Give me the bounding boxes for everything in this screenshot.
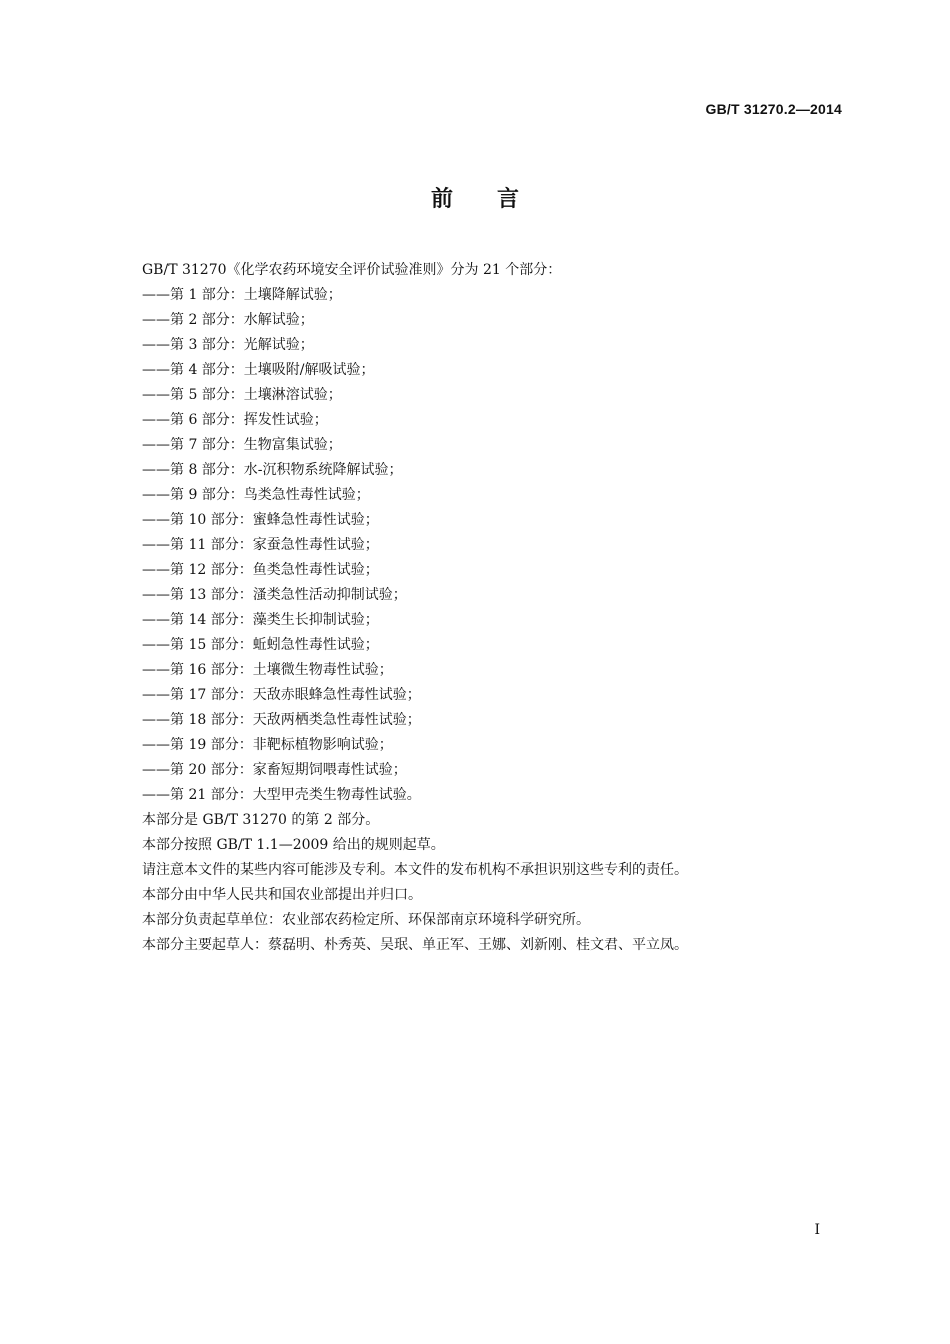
part-list-item: ——第 4 部分：土壤吸附/解吸试验； — [142, 362, 375, 378]
part-list-item: ——第 12 部分：鱼类急性毒性试验； — [142, 562, 379, 578]
part-list-item: ——第 18 部分：天敌两栖类急性毒性试验； — [142, 712, 421, 728]
part-list-item: ——第 14 部分：藻类生长抑制试验； — [142, 612, 379, 628]
statements-list — [142, 808, 842, 958]
part-list-item: ——第 21 部分：大型甲壳类生物毒性试验。 — [142, 787, 421, 803]
part-list-item: ——第 2 部分：水解试验； — [142, 312, 314, 328]
part-list-item: ——第 1 部分：土壤降解试验； — [142, 287, 342, 303]
statement-paragraph: 请注意本文件的某些内容可能涉及专利。本文件的发布机构不承担识别这些专利的责任。 — [142, 862, 688, 878]
part-list-item: ——第 6 部分：挥发性试验； — [142, 412, 328, 428]
page-number: I — [814, 1222, 820, 1238]
part-list-item: ——第 10 部分：蜜蜂急性毒性试验； — [142, 512, 379, 528]
part-list-item: ——第 19 部分：非靶标植物影响试验； — [142, 737, 393, 753]
standard-code: GB/T 31270.2—2014 — [705, 101, 842, 117]
statement-paragraph: 本部分是 GB/T 31270 的第 2 部分。 — [142, 812, 380, 828]
intro-paragraph: GB/T 31270《化学农药环境安全评价试验准则》分为 21 个部分： — [142, 262, 562, 278]
statement-paragraph: 本部分主要起草人：蔡磊明、朴秀英、吴珉、单正军、王娜、刘新刚、桂文君、平立凤。 — [142, 937, 688, 953]
part-list-item: ——第 20 部分：家畜短期饲喂毒性试验； — [142, 762, 407, 778]
part-list-item: ——第 11 部分：家蚕急性毒性试验； — [142, 537, 379, 553]
statement-paragraph: 本部分按照 GB/T 1.1—2009 给出的规则起草。 — [142, 837, 445, 853]
part-list-item: ——第 5 部分：土壤淋溶试验； — [142, 387, 342, 403]
statement-paragraph: 本部分由中华人民共和国农业部提出并归口。 — [142, 887, 422, 903]
page-title: 前言 — [430, 187, 563, 212]
part-list-item: ——第 15 部分：蚯蚓急性毒性试验； — [142, 637, 379, 653]
part-list-item: ——第 7 部分：生物富集试验； — [142, 437, 342, 453]
part-list-item: ——第 16 部分：土壤微生物毒性试验； — [142, 662, 393, 678]
part-list-item: ——第 17 部分：天敌赤眼蜂急性毒性试验； — [142, 687, 421, 703]
part-list-item: ——第 8 部分：水-沉积物系统降解试验； — [142, 462, 403, 478]
parts-list — [142, 283, 842, 808]
part-list-item: ——第 3 部分：光解试验； — [142, 337, 314, 353]
part-list-item: ——第 9 部分：鸟类急性毒性试验； — [142, 487, 370, 503]
document-body — [142, 258, 842, 958]
statement-paragraph: 本部分负责起草单位：农业部农药检定所、环保部南京环境科学研究所。 — [142, 912, 590, 928]
part-list-item: ——第 13 部分：溞类急性活动抑制试验； — [142, 587, 407, 603]
